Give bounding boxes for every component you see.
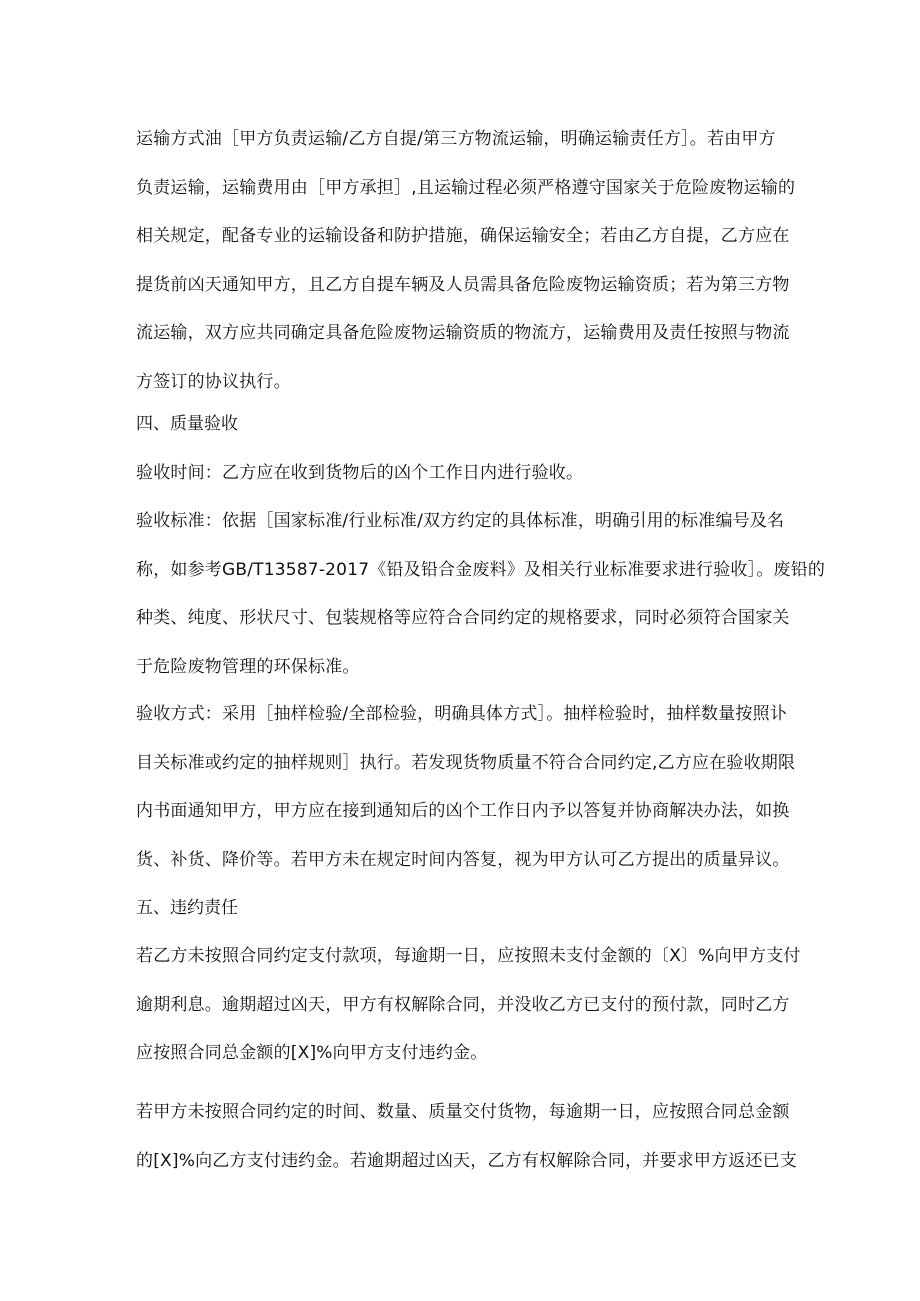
- text-line: 称，如参考GB/T13587-2017《铅及铅合金废料》及相关行业标准要求进行验收］。废铅的: [136, 559, 826, 580]
- text-line: 应按照合同总金额的[X]%向甲方支付违约金。: [136, 1043, 488, 1063]
- buyer-liability-paragraph: [136, 932, 801, 1078]
- inspection-method-paragraph: [136, 690, 796, 884]
- text-line: 验收标准：依据［国家标准/行业标准/双方约定的具体标准，明确引用的标准编号及名: [136, 511, 785, 531]
- seller-liability-paragraph: [136, 1088, 798, 1185]
- text-line: 内书面通知甲方，甲方应在接到通知后的凶个工作日内予以答复并协商解决办法，如换: [136, 801, 790, 821]
- text-line: 相关规定，配备专业的运输设备和防护措施，确保运输安全；若由乙方自提，乙方应在: [136, 226, 790, 246]
- text-line: 逾期利息。逾期超过凶天，甲方有权解除合同，并没收乙方已支付的预付款，同时乙方: [136, 994, 790, 1015]
- text-line: 验收时间：乙方应在收到货物后的凶个工作日内进行验收。: [136, 463, 584, 483]
- text-line: 提货前凶天通知甲方，且乙方自提车辆及人员需具备危险废物运输资质；若为第三方物: [136, 274, 790, 295]
- text-line: 运输方式油［甲方负责运输/乙方自提/第三方物流运输，明确运输责任方］。若由甲方: [136, 129, 776, 149]
- text-line: 若甲方未按照合同约定的时间、数量、质量交付货物，每逾期一日，应按照合同总金额: [136, 1102, 790, 1122]
- transport-paragraph: [136, 115, 796, 406]
- text-line: 流运输，双方应共同确定具备危险废物运输资质的物流方，运输费用及责任按照与物流: [136, 323, 790, 343]
- section-heading-quality: 四、质量验收: [136, 414, 238, 434]
- text-line: 负责运输，运输费用由［甲方承担］,且运输过程必须严格遵守国家关于危险废物运输的: [136, 177, 796, 198]
- inspection-standard-paragraph: [136, 497, 826, 691]
- text-line: 验收方式：采用［抽样检验/全部检验，明确具体方式］。抽样检验时，抽样数量按照讣: [136, 704, 788, 724]
- text-line: 目关标准或约定的抽样规则］执行。若发现货物质量不符合合同约定,乙方应在验收期限: [136, 752, 796, 773]
- section-heading-liability: 五、违约责任: [136, 898, 238, 918]
- text-line: 的[X]%向乙方支付违约金。若逾期超过凶天，乙方有权解除合同，并要求甲方返还已支: [136, 1150, 798, 1171]
- text-line: 方签订的协议执行。: [136, 371, 291, 392]
- text-line: 种类、纯度、形状尺寸、包装规格等应符合合同约定的规格要求，同时必须符合国家关: [136, 608, 790, 628]
- text-line: 于危险废物管理的环保标准。: [136, 656, 360, 677]
- inspection-time-paragraph: [136, 449, 786, 498]
- text-line: 若乙方未按照合同约定支付款项，每逾期一日，应按照未支付金额的〔X〕%向甲方支付: [136, 946, 801, 966]
- text-line: 货、补货、降价等。若甲方未在规定时间内答复，视为甲方认可乙方提出的质量异议。: [136, 849, 790, 870]
